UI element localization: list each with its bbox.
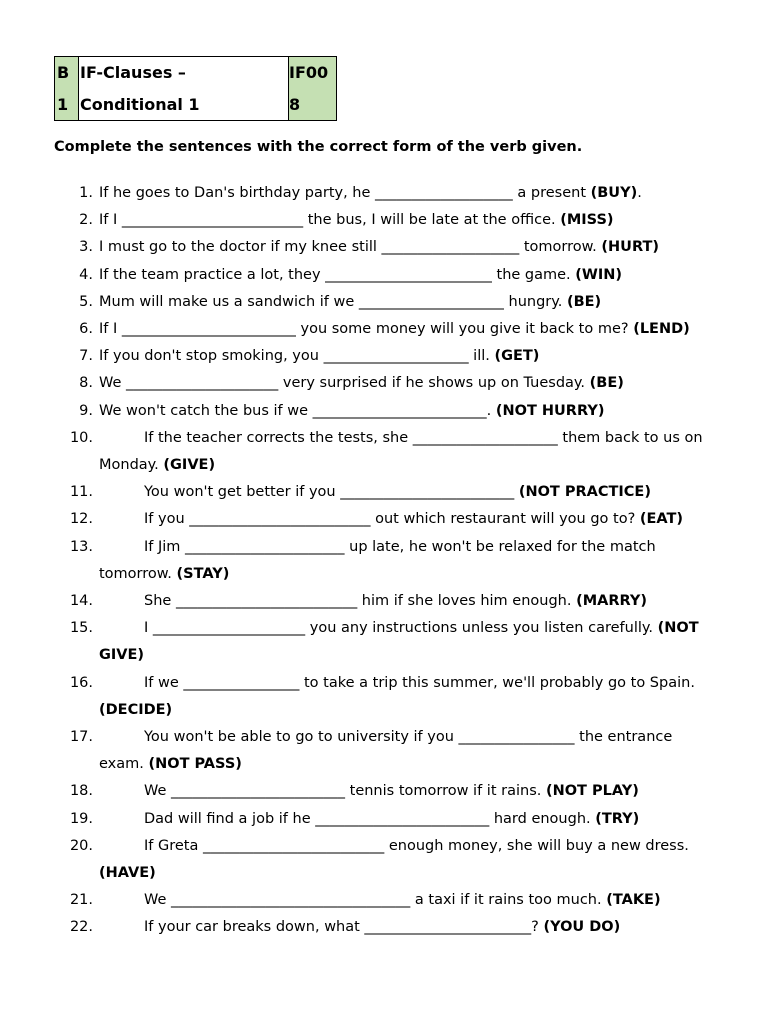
exercise-item xyxy=(0,180,768,207)
sentence-start: If I xyxy=(99,321,122,338)
item-sentence xyxy=(99,914,719,941)
answer-blank[interactable]: ________________________ xyxy=(340,484,515,501)
sentence-end: to take a trip this summer, we'll probably go to Spain. xyxy=(299,674,695,691)
sentence-start: I must go to the doctor if my knee still xyxy=(99,239,382,256)
verb-hint: (GIVE) xyxy=(163,457,216,474)
sentence-start: I xyxy=(144,620,153,637)
item-number: 17. xyxy=(69,729,93,746)
sentence-start: If the teacher corrects the tests, she xyxy=(144,429,413,446)
verb-hint: (BE) xyxy=(566,293,602,310)
sentence-end: a taxi if it rains too much. xyxy=(410,892,607,909)
answer-blank[interactable]: ______________________ xyxy=(185,538,345,555)
item-sentence xyxy=(99,534,719,588)
answer-blank[interactable]: _______________________ xyxy=(364,919,532,936)
answer-blank[interactable]: _________________________ xyxy=(121,212,304,229)
exercise-item xyxy=(0,398,768,425)
verb-hint: (GET) xyxy=(494,348,540,365)
sentence-end: ill. xyxy=(468,348,495,365)
item-number: 21. xyxy=(69,892,93,909)
sentence-end: you any instructions unless you listen carefully. xyxy=(305,620,658,637)
exercise-item xyxy=(0,370,768,397)
item-number: 10. xyxy=(69,429,93,446)
exercise-item xyxy=(0,914,768,941)
item-sentence xyxy=(99,289,719,316)
answer-blank[interactable]: ___________________ xyxy=(375,185,513,201)
code-cell xyxy=(289,57,336,120)
answer-blank[interactable]: ____________________ xyxy=(412,429,558,446)
item-sentence xyxy=(99,316,719,343)
item-number: 18. xyxy=(69,783,93,800)
sentence-start: If he goes to Dan's birthday party, he xyxy=(99,185,376,201)
sentence-start: We won't catch the bus if we xyxy=(99,402,313,419)
verb-hint: (LEND) xyxy=(633,321,690,338)
verb-hint: (EAT) xyxy=(639,511,684,528)
sentence-end: enough money, she will buy a new dress. xyxy=(384,837,689,854)
level-line: B xyxy=(57,63,70,82)
sentence-end: him if she loves him enough. xyxy=(357,593,577,610)
sentence-end: ? xyxy=(531,919,544,936)
item-sentence xyxy=(99,670,719,724)
item-number: 5. xyxy=(79,293,93,310)
exercise-item xyxy=(0,833,768,887)
exercise-item xyxy=(0,806,768,833)
sentence-start: She xyxy=(144,593,176,610)
sentence-start: If Greta xyxy=(144,837,203,854)
code-line: IF00 xyxy=(289,63,329,82)
answer-blank[interactable]: _________________________________ xyxy=(171,892,411,909)
verb-hint: (NOT PLAY) xyxy=(545,783,639,800)
sentence-start: If the team practice a lot, they xyxy=(99,266,326,283)
header-table xyxy=(54,56,337,121)
exercise-item xyxy=(0,670,768,724)
answer-blank[interactable]: ________________ xyxy=(458,729,575,746)
item-number: 2. xyxy=(79,212,93,229)
level-cell xyxy=(55,57,79,120)
item-sentence xyxy=(99,343,719,370)
verb-hint: (TAKE) xyxy=(606,892,661,909)
sentence-start: If I xyxy=(99,212,122,229)
verb-hint: (YOU DO) xyxy=(543,919,621,936)
item-number: 22. xyxy=(69,919,93,936)
answer-blank[interactable]: ____________________ xyxy=(358,293,504,310)
answer-blank[interactable]: ________________________ xyxy=(171,783,346,800)
sentence-end: very surprised if he shows up on Tuesday. xyxy=(278,375,590,392)
answer-blank[interactable]: _________________________ xyxy=(189,511,371,528)
title-line: IF-Clauses – xyxy=(80,63,186,82)
answer-blank[interactable]: ________________________ xyxy=(315,810,490,827)
exercise-item xyxy=(0,425,768,479)
item-number: 3. xyxy=(79,239,93,256)
sentence-end: a present xyxy=(512,185,591,201)
item-number: 20. xyxy=(69,837,93,854)
item-number: 11. xyxy=(69,484,93,501)
item-number: 13. xyxy=(69,538,93,555)
sentence-start: Mum will make us a sandwich if we xyxy=(99,293,359,310)
exercise-item xyxy=(0,262,768,289)
verb-hint: (NOT HURRY) xyxy=(495,402,605,419)
exercise-item xyxy=(0,588,768,615)
item-sentence xyxy=(99,778,719,805)
item-number: 8. xyxy=(79,375,93,392)
sentence-end: the game. xyxy=(491,266,576,283)
sentence-end: hard enough. xyxy=(489,810,596,827)
exercise-item xyxy=(0,506,768,533)
item-number: 12. xyxy=(69,511,93,528)
verb-hint: (BE) xyxy=(589,375,624,392)
sentence-start: If you don't stop smoking, you xyxy=(99,348,324,365)
verb-hint: (NOT PRACTICE) xyxy=(518,484,651,501)
answer-blank[interactable]: _________________________ xyxy=(202,837,385,854)
exercise-item xyxy=(0,724,768,778)
item-sentence xyxy=(99,398,719,425)
answer-blank[interactable]: ________________________ xyxy=(121,321,296,338)
sentence-start: You won't be able to go to university if you xyxy=(144,729,459,746)
answer-blank[interactable]: ___________________ xyxy=(381,239,520,256)
sentence-end: tomorrow. xyxy=(519,239,602,256)
code-line: 8 xyxy=(289,95,301,114)
exercise-item xyxy=(0,343,768,370)
sentence-end: hungry. xyxy=(503,293,567,310)
item-sentence xyxy=(99,887,719,914)
verb-hint: (MARRY) xyxy=(576,593,648,610)
answer-blank[interactable]: _____________________ xyxy=(126,375,279,392)
exercise-item xyxy=(0,534,768,588)
exercise-item xyxy=(0,234,768,261)
item-sentence xyxy=(99,425,719,479)
item-number: 7. xyxy=(79,348,93,365)
exercise-list xyxy=(0,180,768,942)
title-cell xyxy=(79,57,289,120)
item-number: 6. xyxy=(79,321,93,338)
sentence-start: Dad will find a job if he xyxy=(144,810,316,827)
item-sentence xyxy=(99,180,719,207)
item-number: 15. xyxy=(69,620,93,637)
sentence-end: them back to us on Monday. xyxy=(99,429,703,474)
verb-hint: (HURT) xyxy=(601,239,659,256)
verb-hint: (NOT PASS) xyxy=(148,756,242,773)
answer-blank[interactable]: ________________ xyxy=(183,674,300,691)
exercise-item xyxy=(0,615,768,669)
verb-hint: (STAY) xyxy=(176,565,230,582)
item-sentence xyxy=(99,234,719,261)
sentence-start: If you xyxy=(144,511,190,528)
verb-hint: (DECIDE) xyxy=(99,701,173,718)
sentence-start: If we xyxy=(144,674,184,691)
verb-hint: (HAVE) xyxy=(99,865,156,882)
item-sentence xyxy=(99,806,719,833)
answer-blank[interactable]: ____________________ xyxy=(323,348,469,365)
exercise-item xyxy=(0,479,768,506)
exercise-item xyxy=(0,887,768,914)
item-sentence xyxy=(99,370,719,397)
item-sentence xyxy=(99,833,719,887)
level-line: 1 xyxy=(57,95,69,114)
verb-hint: (NOT GIVE) xyxy=(99,620,699,664)
item-sentence xyxy=(99,262,719,289)
item-sentence xyxy=(99,615,719,669)
exercise-item xyxy=(0,778,768,805)
exercise-item xyxy=(0,207,768,234)
item-sentence xyxy=(99,724,719,778)
sentence-end: the entrance exam. xyxy=(99,729,673,773)
sentence-start: If your car breaks down, what xyxy=(144,919,365,936)
exercise-item xyxy=(0,316,768,343)
sentence-start: We xyxy=(144,783,172,800)
item-number: 14. xyxy=(69,593,93,610)
sentence-start: If Jim xyxy=(144,538,186,555)
verb-hint: (WIN) xyxy=(575,266,623,283)
answer-blank[interactable]: ________________________ xyxy=(312,402,487,419)
answer-blank[interactable]: _____________________ xyxy=(152,620,306,637)
sentence-end: . xyxy=(486,402,496,419)
item-number: 4. xyxy=(79,266,93,283)
answer-blank[interactable]: _________________________ xyxy=(175,593,358,610)
sentence-punct: . xyxy=(637,185,642,201)
sentence-end: tennis tomorrow if it rains. xyxy=(345,783,546,800)
verb-hint: (TRY) xyxy=(595,810,640,827)
verb-hint: (MISS) xyxy=(560,212,614,229)
title-line: Conditional 1 xyxy=(80,95,200,114)
sentence-end: up late, he won't be relaxed for the match tomorrow. xyxy=(99,538,656,582)
sentence-start: We xyxy=(144,892,172,909)
item-number: 9. xyxy=(79,402,93,419)
sentence-end: out which restaurant will you go to? xyxy=(370,511,640,528)
item-number: 19. xyxy=(69,810,93,827)
answer-blank[interactable]: _______________________ xyxy=(325,266,492,283)
instruction: Complete the sentences with the correct form of the verb given. xyxy=(54,139,583,155)
item-sentence xyxy=(99,506,719,533)
sentence-start: We xyxy=(99,375,127,392)
item-number: 16. xyxy=(69,674,93,691)
verb-hint: (BUY) xyxy=(590,185,638,201)
sentence-start: You won't get better if you xyxy=(144,484,341,501)
item-sentence xyxy=(99,588,719,615)
item-sentence xyxy=(99,207,719,234)
sentence-end: the bus, I will be late at the office. xyxy=(303,212,561,229)
item-sentence xyxy=(99,479,719,506)
item-number: 1. xyxy=(79,185,93,201)
sentence-end: you some money will you give it back to me? xyxy=(295,321,634,338)
exercise-item xyxy=(0,289,768,316)
